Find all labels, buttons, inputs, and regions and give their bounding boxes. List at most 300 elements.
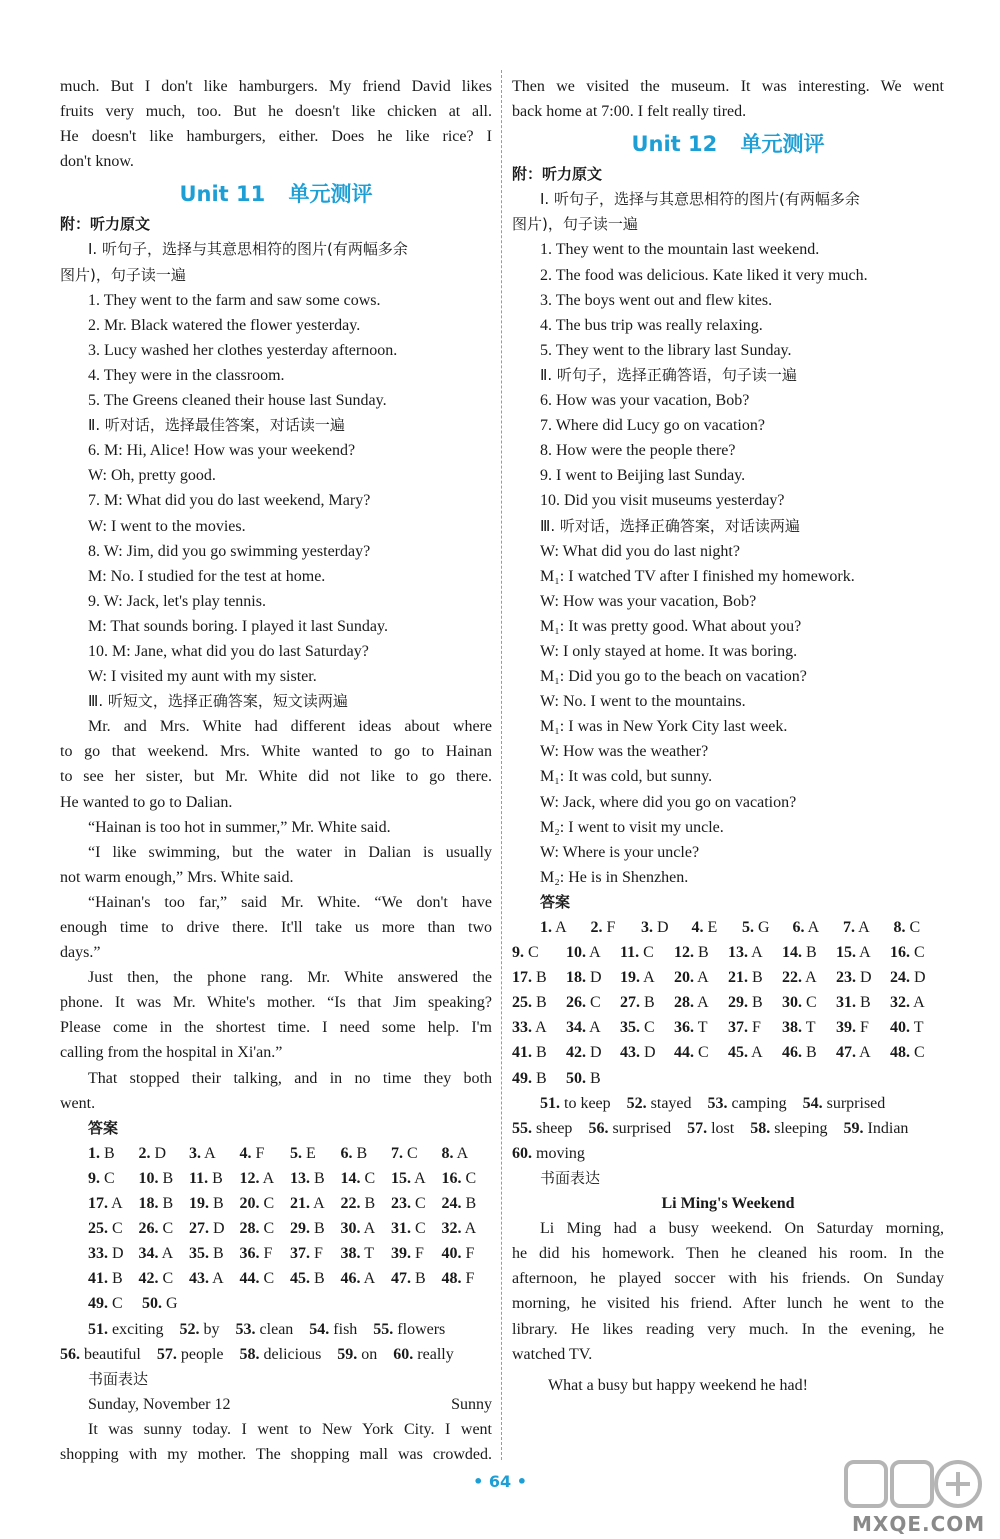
- answer-value: A: [108, 1195, 123, 1213]
- left-intro-text: [60, 74, 492, 174]
- listening-item: 3. The boys went out and flew kites.: [540, 291, 773, 309]
- passage-line: calling from the hospital in Xi'an.”: [60, 1044, 283, 1062]
- fill-number: 58.: [750, 1119, 771, 1137]
- answer-cell: [391, 1241, 442, 1266]
- fill-answer: [512, 1116, 572, 1141]
- answer-cell: [728, 1040, 782, 1065]
- dialog-line: M₁: It was cold, but sunny.: [540, 768, 713, 786]
- fill-word: clean: [255, 1320, 294, 1338]
- passage-line: went.: [60, 1094, 96, 1112]
- answer-number: 45.: [290, 1270, 310, 1288]
- answer-number: 5.: [742, 919, 754, 936]
- listening-item: 4. The bus trip was really relaxing.: [540, 316, 763, 334]
- answer-cell: [139, 1241, 190, 1266]
- answer-value: B: [532, 969, 547, 987]
- answer-cell: [728, 990, 782, 1015]
- passage-line: “Hainan's too far,” said Mr. White. “We don't have: [88, 893, 492, 911]
- fill-answer: [236, 1317, 294, 1342]
- answer-value: B: [640, 994, 655, 1012]
- answer-number: 34.: [566, 1019, 586, 1037]
- answer-number: 3.: [189, 1144, 201, 1162]
- left-sec1-heading-cont: 图片)，句子读一遍: [60, 265, 186, 284]
- answer-number: 38.: [782, 1019, 802, 1037]
- left-fill-row-1: [60, 1317, 492, 1342]
- answer-number: 50.: [142, 1295, 162, 1313]
- dialog-line: M₁: I watched TV after I finished my homework.: [540, 567, 855, 585]
- answer-row: [88, 1291, 492, 1316]
- fill-number: 60.: [393, 1345, 414, 1363]
- answer-number: 44.: [674, 1044, 694, 1062]
- answer-number: 11.: [189, 1169, 209, 1187]
- answer-value: C: [802, 994, 817, 1012]
- answer-row: [88, 1266, 492, 1291]
- answer-value: A: [552, 919, 567, 936]
- answer-cell: [240, 1266, 291, 1291]
- answer-cell: [836, 940, 890, 965]
- essay-line: Li Ming had a busy weekend. On Saturday morning,: [540, 1220, 944, 1238]
- fill-answer: [803, 1091, 886, 1116]
- answer-number: 10.: [138, 1169, 159, 1187]
- listening-item: 5. The Greens cleaned their house last Sunday.: [88, 392, 387, 410]
- dialog-line: M₁: Did you go to the beach on vacation?: [540, 668, 807, 686]
- answer-value: C: [259, 1220, 275, 1238]
- essay-line: library. He likes reading very much. In the evening, he: [512, 1320, 944, 1338]
- fill-word: moving: [532, 1144, 585, 1162]
- answer-number: 37.: [728, 1019, 748, 1037]
- listening-item: 6. How was your vacation, Bob?: [540, 392, 750, 410]
- diary-header: [60, 1392, 492, 1417]
- answer-value: C: [360, 1169, 376, 1187]
- listening-item: 8. How were the people there?: [540, 442, 736, 460]
- answer-number: 37.: [290, 1245, 310, 1263]
- diary-text: [60, 1417, 492, 1467]
- answer-cell: [88, 1166, 139, 1191]
- dialog-line: W: No. I went to the mountains.: [540, 693, 746, 711]
- answer-number: 43.: [620, 1044, 640, 1062]
- fill-answer: [157, 1342, 224, 1367]
- answer-row: [88, 1241, 492, 1266]
- fill-number: 53.: [707, 1094, 728, 1112]
- answer-value: G: [754, 919, 770, 936]
- fill-answer: [512, 1141, 585, 1166]
- left-appendix-heading: 附：听力原文: [60, 215, 151, 234]
- answer-cell: [341, 1266, 392, 1291]
- answer-value: C: [524, 944, 539, 962]
- listening-item: 1. They went to the farm and saw some cows.: [88, 291, 381, 309]
- intro-line: back home at 7:00. I felt really tired.: [512, 103, 747, 121]
- answer-row: [88, 1216, 492, 1241]
- right-sec2-list: [512, 388, 944, 513]
- answer-number: 30.: [340, 1220, 361, 1238]
- answer-number: 41.: [88, 1270, 108, 1288]
- answer-value: B: [209, 1245, 224, 1263]
- dialog-line: 10. M: Jane, what did you do last Saturday?: [88, 642, 369, 660]
- fill-number: 56.: [588, 1119, 609, 1137]
- dialog-line: W: How was the weather?: [540, 743, 709, 761]
- answer-value: B: [208, 1169, 223, 1187]
- answer-number: 46.: [782, 1044, 802, 1062]
- dialog-line: W: What did you do last night?: [540, 542, 740, 560]
- listening-item: 10. Did you visit museums yesterday?: [540, 492, 785, 510]
- answer-row: [512, 1015, 944, 1040]
- answer-number: 4.: [239, 1144, 252, 1162]
- right-sec3-heading: Ⅲ. 听对话，选择正确答案，对话读两遍: [540, 516, 800, 535]
- right-answers-grid: [512, 915, 944, 1091]
- answer-cell: [442, 1266, 493, 1291]
- passage-line: Just then, the phone rang. Mr. White answered the: [88, 969, 492, 987]
- answer-value: C: [910, 944, 925, 962]
- answer-number: 14.: [782, 944, 802, 962]
- fill-number: 59.: [843, 1119, 864, 1137]
- answer-value: B: [802, 944, 817, 962]
- dialog-line: 6. M: Hi, Alice! How was your weekend?: [88, 442, 356, 460]
- answer-cell: [566, 1015, 620, 1040]
- answer-cell: [728, 965, 782, 990]
- answer-row: [512, 965, 944, 990]
- answer-cell: [189, 1216, 240, 1241]
- answer-value: B: [158, 1169, 174, 1187]
- answer-value: A: [158, 1245, 174, 1263]
- answer-number: 29.: [728, 994, 748, 1012]
- fill-answer: [540, 1091, 611, 1116]
- fill-number: 52.: [179, 1320, 200, 1338]
- answer-value: C: [100, 1169, 115, 1187]
- fill-word: people: [176, 1345, 224, 1363]
- answer-number: 17.: [512, 969, 532, 987]
- fill-answer: [88, 1317, 164, 1342]
- answer-number: 5.: [290, 1144, 302, 1162]
- right-sec1-heading-cont: 图片)，句子读一遍: [512, 215, 638, 234]
- passage-line: phone. It was Mr. White's mother. “Is that Jim speaking?: [60, 994, 492, 1012]
- answer-number: 40.: [890, 1019, 910, 1037]
- dialog-line: 9. W: Jack, let's play tennis.: [88, 592, 266, 610]
- fill-word: delicious: [259, 1345, 322, 1363]
- fill-word: really: [413, 1345, 454, 1363]
- answer-number: 46.: [340, 1270, 361, 1288]
- answer-row: [512, 915, 944, 940]
- fill-number: 55.: [512, 1119, 532, 1137]
- answer-number: 28.: [239, 1220, 260, 1238]
- answer-value: B: [360, 1195, 376, 1213]
- answer-number: 21.: [290, 1195, 310, 1213]
- answer-value: G: [162, 1295, 178, 1313]
- answer-cell: [139, 1191, 190, 1216]
- listening-item: 2. The food was delicious. Kate liked it very much.: [540, 266, 868, 284]
- dialog-line: W: I visited my aunt with my sister.: [88, 668, 317, 686]
- dialog-line: W: I only stayed at home. It was boring.: [540, 642, 798, 660]
- fill-answer: [180, 1317, 220, 1342]
- answer-cell: [512, 1015, 566, 1040]
- answer-cell: [793, 915, 844, 940]
- answer-value: B: [100, 1144, 115, 1162]
- answer-value: D: [209, 1220, 225, 1238]
- answer-cell: [442, 1216, 493, 1241]
- answer-cell: [442, 1166, 493, 1191]
- left-column: [60, 74, 492, 1467]
- listening-item: 7. Where did Lucy go on vacation?: [540, 417, 765, 435]
- answer-number: 31.: [836, 994, 856, 1012]
- answer-cell: [88, 1241, 139, 1266]
- answer-value: B: [748, 969, 763, 987]
- left-sec2-heading: Ⅱ. 听对话，选择最佳答案，对话读一遍: [88, 416, 345, 435]
- listening-item: 3. Lucy washed her clothes yesterday afternoon.: [88, 341, 398, 359]
- answer-value: C: [639, 944, 654, 962]
- fill-word: Indian: [863, 1119, 909, 1137]
- answer-cell: [290, 1266, 341, 1291]
- right-fill-row-2: [512, 1116, 944, 1141]
- dialog-line: W: Oh, pretty good.: [88, 467, 216, 485]
- answer-number: 36.: [239, 1245, 260, 1263]
- dialog-line: 7. M: What did you do last weekend, Mary?: [88, 492, 371, 510]
- answer-value: A: [694, 994, 709, 1012]
- answer-value: C: [158, 1270, 174, 1288]
- fill-number: 52.: [626, 1094, 647, 1112]
- answer-cell: [139, 1216, 190, 1241]
- answer-value: B: [586, 1069, 601, 1087]
- answer-value: C: [259, 1195, 275, 1213]
- answer-value: A: [310, 1195, 325, 1213]
- answer-value: C: [461, 1169, 477, 1187]
- answer-value: F: [461, 1245, 475, 1263]
- passage-line: Mr. and Mrs. White had different ideas about where: [88, 718, 492, 736]
- answer-cell: [894, 915, 945, 940]
- answer-number: 50.: [566, 1069, 586, 1087]
- answer-value: C: [259, 1270, 275, 1288]
- answer-cell: [240, 1141, 291, 1166]
- listening-item: 1. They went to the mountain last weekend.: [540, 241, 820, 259]
- answer-cell: [240, 1216, 291, 1241]
- answer-number: 26.: [138, 1220, 159, 1238]
- intro-line: He doesn't like hamburgers, either. Does he like rice? I: [60, 128, 492, 146]
- answer-cell: [620, 1015, 674, 1040]
- answer-number: 35.: [620, 1019, 640, 1037]
- answer-number: 28.: [674, 994, 694, 1012]
- answer-value: F: [748, 1019, 761, 1037]
- fill-word: camping: [727, 1094, 787, 1112]
- answer-value: B: [209, 1195, 224, 1213]
- answer-row: [88, 1141, 492, 1166]
- intro-line: don't know.: [60, 153, 134, 171]
- answer-cell: [674, 940, 728, 965]
- answer-number: 20.: [674, 969, 694, 987]
- answer-number: 18.: [138, 1195, 159, 1213]
- answer-value: C: [586, 994, 601, 1012]
- fill-number: 51.: [540, 1094, 560, 1112]
- fill-number: 54.: [802, 1094, 823, 1112]
- fill-answer: [708, 1091, 787, 1116]
- answer-value: B: [532, 994, 547, 1012]
- left-sec3-heading: Ⅲ. 听短文，选择正确答案，短文读两遍: [88, 692, 348, 711]
- answer-cell: [890, 1015, 944, 1040]
- answer-number: 1.: [540, 919, 552, 936]
- answer-cell: [566, 990, 620, 1015]
- answer-cell: [674, 1040, 728, 1065]
- answer-cell: [566, 1040, 620, 1065]
- answer-value: B: [352, 1144, 368, 1162]
- answer-value: B: [310, 1169, 325, 1187]
- answer-value: B: [694, 944, 709, 962]
- answer-cell: [341, 1241, 392, 1266]
- answer-cell: [591, 915, 642, 940]
- answer-row: [512, 940, 944, 965]
- answer-cell: [782, 990, 836, 1015]
- answer-value: B: [158, 1195, 174, 1213]
- answer-value: A: [640, 969, 655, 987]
- intro-line: Then we visited the museum. It was interesting. We went: [512, 78, 944, 95]
- essay-line: afternoon, he played soccer with his friends. On Sunday: [512, 1270, 944, 1288]
- dialog-line: M₂: He is in Shenzhen.: [540, 868, 689, 886]
- answer-value: D: [653, 919, 669, 936]
- answer-value: A: [201, 1144, 216, 1162]
- left-sec2-list: [60, 438, 492, 689]
- fill-word: stayed: [646, 1094, 692, 1112]
- answer-value: F: [251, 1144, 265, 1162]
- answer-row: [88, 1166, 492, 1191]
- answer-cell: [512, 1040, 566, 1065]
- right-column: [512, 74, 944, 1398]
- answer-number: 19.: [189, 1195, 209, 1213]
- answer-number: 8.: [441, 1144, 454, 1162]
- answer-cell: [728, 1015, 782, 1040]
- answer-number: 49.: [512, 1069, 532, 1087]
- answer-number: 9.: [88, 1169, 100, 1187]
- answer-cell: [728, 940, 782, 965]
- fill-number: 53.: [235, 1320, 256, 1338]
- answer-value: A: [586, 1019, 601, 1037]
- answer-number: 32.: [441, 1220, 462, 1238]
- answer-cell: [391, 1166, 442, 1191]
- answer-value: A: [586, 944, 601, 962]
- answer-value: C: [411, 1195, 426, 1213]
- fill-answer: [393, 1342, 453, 1367]
- right-sec2-heading: Ⅱ. 听句子，选择正确答语，句子读一遍: [540, 365, 797, 384]
- answer-cell: [290, 1166, 341, 1191]
- essay-title: Li Ming's Weekend: [661, 1195, 795, 1213]
- answer-value: C: [158, 1220, 174, 1238]
- answer-value: T: [802, 1019, 816, 1037]
- right-fill-row-3: [512, 1141, 944, 1166]
- answer-number: 23.: [391, 1195, 411, 1213]
- answer-number: 25.: [88, 1220, 108, 1238]
- answer-value: B: [108, 1270, 123, 1288]
- passage-line: to go that weekend. Mrs. White wanted to go to Hainan: [60, 743, 492, 761]
- answer-cell: [692, 915, 743, 940]
- answer-cell: [566, 1066, 620, 1091]
- answer-number: 10.: [566, 944, 586, 962]
- fill-word: sleeping: [770, 1119, 828, 1137]
- answer-number: 29.: [290, 1220, 310, 1238]
- answer-value: C: [403, 1144, 418, 1162]
- answer-number: 6.: [340, 1144, 353, 1162]
- fill-number: 56.: [60, 1345, 80, 1363]
- answer-value: D: [150, 1144, 167, 1162]
- answer-value: B: [748, 994, 763, 1012]
- dialog-line: W: Jack, where did you go on vacation?: [540, 793, 797, 811]
- fill-word: surprised: [608, 1119, 672, 1137]
- answer-value: T: [694, 1019, 708, 1037]
- dialog-line: M₁: I was in New York City last week.: [540, 718, 788, 736]
- answer-number: 41.: [512, 1044, 532, 1062]
- answer-cell: [341, 1166, 392, 1191]
- dialog-line: M₁: It was pretty good. What about you?: [540, 617, 802, 635]
- answer-cell: [566, 940, 620, 965]
- fill-answer: [240, 1342, 322, 1367]
- fill-number: 54.: [309, 1320, 330, 1338]
- right-dialog: [512, 539, 944, 890]
- answer-number: 11.: [620, 944, 640, 962]
- answer-cell: [620, 1040, 674, 1065]
- answer-number: 38.: [340, 1245, 361, 1263]
- answer-cell: [742, 915, 793, 940]
- answer-value: F: [602, 919, 616, 936]
- unit-11-title-cn: 单元测评: [288, 182, 373, 207]
- answer-cell: [88, 1191, 139, 1216]
- answer-value: B: [310, 1220, 325, 1238]
- fill-number: 59.: [337, 1345, 358, 1363]
- fill-word: sheep: [532, 1119, 573, 1137]
- left-answers-heading: 答案: [88, 1118, 119, 1137]
- answer-row: [88, 1191, 492, 1216]
- fill-word: surprised: [822, 1094, 886, 1112]
- fill-answer: [627, 1091, 692, 1116]
- answer-row: [512, 990, 944, 1015]
- answer-number: 14.: [340, 1169, 361, 1187]
- answer-number: 39.: [836, 1019, 856, 1037]
- answer-value: F: [411, 1245, 424, 1263]
- answer-cell: [782, 1015, 836, 1040]
- answer-number: 18.: [566, 969, 586, 987]
- answer-cell: [890, 965, 944, 990]
- answer-number: 24.: [441, 1195, 462, 1213]
- unit-12-title-en: Unit 12: [631, 132, 718, 157]
- answer-cell: [620, 965, 674, 990]
- answer-value: C: [694, 1044, 709, 1062]
- answer-cell: [512, 990, 566, 1015]
- answer-value: C: [411, 1220, 426, 1238]
- answer-cell: [890, 940, 944, 965]
- answer-value: D: [910, 969, 926, 987]
- answer-cell: [88, 1141, 139, 1166]
- answer-cell: [620, 990, 674, 1015]
- answer-number: 33.: [512, 1019, 532, 1037]
- answer-number: 23.: [836, 969, 856, 987]
- answer-cell: [88, 1291, 142, 1316]
- passage-line: “I like swimming, but the water in Dalian is usually: [88, 843, 492, 861]
- answer-row: [512, 1066, 944, 1091]
- fill-word: on: [357, 1345, 378, 1363]
- answer-value: C: [905, 919, 921, 936]
- answer-value: A: [461, 1220, 477, 1238]
- answer-cell: [512, 1066, 566, 1091]
- fill-answer: [750, 1116, 827, 1141]
- answer-value: T: [360, 1245, 374, 1263]
- answer-cell: [391, 1266, 442, 1291]
- fill-answer: [373, 1317, 445, 1342]
- answer-cell: [843, 915, 894, 940]
- answer-value: A: [360, 1270, 376, 1288]
- answer-cell: [620, 940, 674, 965]
- answer-cell: [890, 990, 944, 1015]
- diary-date: Sunday, November 12: [88, 1395, 231, 1413]
- passage-line: to see her sister, but Mr. White did not like to go there.: [60, 768, 492, 786]
- right-answers-heading: 答案: [540, 892, 571, 911]
- answer-cell: [341, 1216, 392, 1241]
- intro-line: fruits very much, too. But he doesn't like chicken at all.: [60, 103, 492, 121]
- dialog-line: M₂: I went to visit my uncle.: [540, 818, 724, 836]
- answer-value: A: [856, 944, 871, 962]
- answer-number: 34.: [138, 1245, 159, 1263]
- answer-value: D: [586, 969, 602, 987]
